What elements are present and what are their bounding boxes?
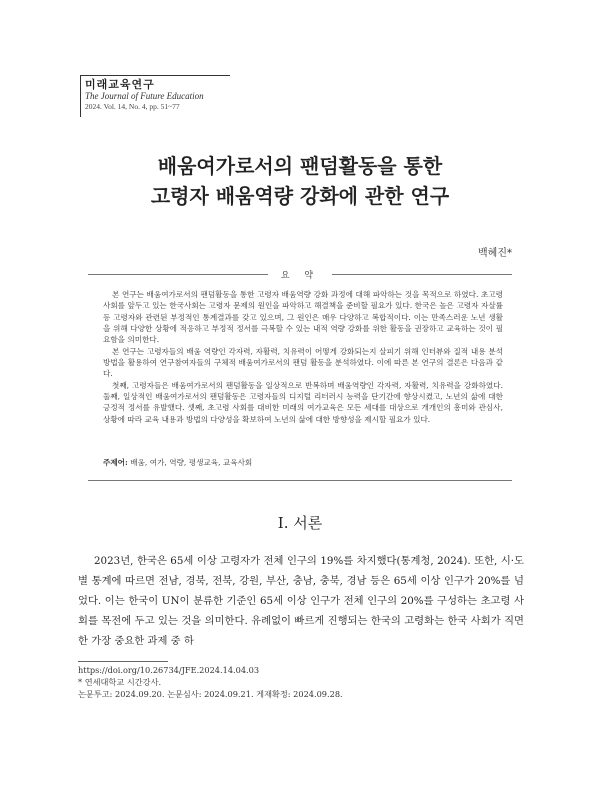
paper-title-line-1: 배움여가로서의 팬덤활동을 통한 xyxy=(157,154,443,178)
body-text xyxy=(78,551,524,651)
abstract-bottom-rule xyxy=(88,480,512,481)
journal-volume: 2024. Vol. 14, No. 4, pp. 51~77 xyxy=(85,102,180,111)
footnote-rule xyxy=(78,661,168,662)
journal-name: 미래교육연구 xyxy=(85,78,155,91)
abstract-heading xyxy=(88,268,512,280)
journal-header xyxy=(80,75,230,117)
author-name: 백혜진* xyxy=(478,248,512,259)
journal-name-english: The Journal of Future Education xyxy=(85,91,204,101)
abstract-paragraph: 첫째, 고령자들은 배움여가로서의 팬덤활동을 일상적으로 반복하며 배움역량인 각자력, 자활력, 치유력을 강화하였다. 둘째, 일상적인 배움여가로서의 팬덤활동은 고령자들의 디지털 리터러시 능력을 단기간에 향상시켰고, 노년의 삶에 대한 긍정적 정서를 유발했다. 셋째, 초고령 사회를 대비한 미래의 여가교육은 모든 세대를 대상으로 개개인의 흥미와 관심사, 상황에 따라 교육 내용과 방법의 다양성을 확보하여 노년의 삶에 대한 방향성을 제시할 필요가 있다. xyxy=(103,380,503,424)
keywords xyxy=(103,457,503,468)
abstract-body xyxy=(103,289,503,425)
body-paragraph: 2023년, 한국은 65세 이상 고령자가 전체 인구의 19%를 차지했다(통계청, 2024). 또한, 시·도별 통계에 따르면 전남, 경북, 전북, 강원, 부산, 충남, 충북, 경남 등은 65세 이상 인구가 20%를 넘었다. 이는 한국이 UN이 분류한 기준인 65세 이상 인구가 전체 인구의 20%를 구성하는 초고령 사회를 목전에 두고 있는 것을 의미한다. 유례없이 빠르게 진행되는 한국의 고령화는 한국 사회가 직면한 가장 중요한 과제 중 하 xyxy=(78,555,524,647)
section-title: Ⅰ. 서론 xyxy=(277,514,323,532)
paper-title-line-2: 고령자 배움역량 강화에 관한 연구 xyxy=(150,184,450,208)
abstract-heading-text: 요 약 xyxy=(280,271,320,281)
abstract-rule-right xyxy=(332,274,512,275)
submission-dates: 논문투고: 2024.09.20. 논문심사: 2024.09.21. 게재확정: 2024.09.28. xyxy=(78,689,343,699)
abstract-paragraph: 본 연구는 고령자들의 배움 역량인 각자력, 자활력, 치유력이 어떻게 강화되는지 살피기 위해 인터뷰와 질적 내용 분석 방법을 활용하여 연구참여자들의 구체적 배움여가로서의 팬덤 활동을 분석하였다. 이에 따른 본 연구의 결론은 다음과 같다. xyxy=(103,346,503,379)
abstract-paragraph: 본 연구는 배움여가로서의 팬덤활동을 통한 고령자 배움역량 강화 과정에 대해 파악하는 것을 목적으로 하였다. 초고령 사회를 앞두고 있는 한국사회는 고령자 문제의 원인을 파악하고 해결책을 준비할 필요가 있다. 한국은 높은 고령자 자살률 등 고령자와 관련된 부정적인 통계결과를 갖고 있으며, 그 원인은 매우 다양하고 복합적이다. 이는 만족스러운 노년 생활을 위해 다양한 상황에 적응하고 부정적 정서를 극복할 수 있는 내적 역량 강화를 위한 활동을 권장하고 교육하는 것이 필요함을 의미한다. xyxy=(103,290,503,345)
keywords-list: 배움, 여가, 역량, 평생교육, 교육사회 xyxy=(130,458,253,467)
author-affiliation: * 연세대학교 시간강사. xyxy=(78,677,162,687)
keywords-label: 주제어: xyxy=(103,458,128,467)
doi-link[interactable]: https://doi.org/10.26734/JFE.2024.14.04.03 xyxy=(78,665,260,675)
footnotes xyxy=(78,664,524,700)
